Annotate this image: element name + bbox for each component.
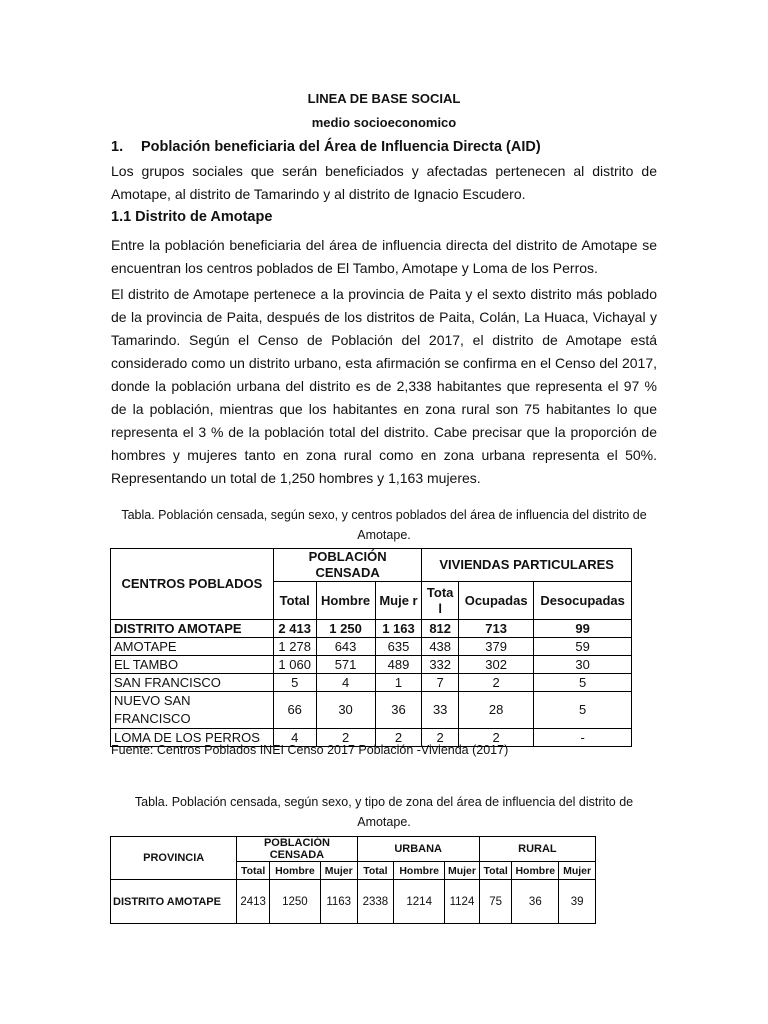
cell-centro: EL TAMBO xyxy=(111,656,274,674)
cell-total: 1 278 xyxy=(273,638,316,656)
cell-mujer: 489 xyxy=(375,656,422,674)
cell-ocupadas: 2 xyxy=(458,674,533,692)
paragraph-3: El distrito de Amotape pertenece a la provincia de Paita y el sexto distrito más poblado de la provincia de Paita, después de los distritos de Paita, Colán, La Huaca, Vichayal y Tamarindo. Según el Censo de Población del 2017, el distrito de Amotape está considerado como un distrito urbano, esta afirmación se confirma en el Censo del 2017, donde la población urbana del distrito es de 2,338 habitantes que representa el 97 % de la población, mientras que los habitantes en zona rural son 75 habitantes lo que representa el 3 % de la población total del distrito. Cabe precisar que la proporción de hombres y mujeres tanto en zona rural como en zona urbana representa el 50%. Representando un total de 1,250 hombres y 1,163 mujeres. xyxy=(111,286,657,486)
table-row xyxy=(111,674,632,692)
section-1-number: 1. xyxy=(111,139,124,155)
cell-hombre: 643 xyxy=(316,638,375,656)
cell-hombre: 2 xyxy=(316,729,375,747)
cell-rural-hombre: 36 xyxy=(512,880,559,924)
cell-hombre: 1250 xyxy=(269,880,320,924)
cell-hombre: 30 xyxy=(316,692,375,729)
cell-viviendas-total: 7 xyxy=(422,674,459,692)
subheader-hombre: Hombre xyxy=(316,582,375,620)
cell-mujer: 1 xyxy=(375,674,422,692)
cell-desocupadas: 30 xyxy=(534,656,632,674)
cell-viviendas-total: 2 xyxy=(422,729,459,747)
table-tipo-zona xyxy=(110,836,596,924)
cell-desocupadas: 5 xyxy=(534,674,632,692)
header-poblacion-censada: POBLACIÓN CENSADA xyxy=(273,549,422,582)
cell-total: 2413 xyxy=(237,880,270,924)
cell-desocupadas: 59 xyxy=(534,638,632,656)
cell-mujer: 1 163 xyxy=(375,620,422,638)
cell-total: 4 xyxy=(273,729,316,747)
cell-centro: LOMA DE LOS PERROS xyxy=(111,729,274,747)
cell-mujer: 635 xyxy=(375,638,422,656)
cell-viviendas-total: 438 xyxy=(422,638,459,656)
subheader-total: Total xyxy=(273,582,316,620)
cell-desocupadas: 99 xyxy=(534,620,632,638)
cell-centro: NUEVO SAN FRANCISCO xyxy=(111,692,274,729)
subheader-hombre: Hombre xyxy=(269,862,320,880)
cell-desocupadas: 5 xyxy=(534,692,632,729)
paragraph-2: Entre la población beneficiaria del área de influencia directa del distrito de Amotape se encuentran los centros poblados de El Tambo, Amotape y Loma de los Perros. xyxy=(111,237,657,276)
cell-urbana-mujer: 1124 xyxy=(445,880,480,924)
subheader-mujer: Mujer xyxy=(445,862,480,880)
subheader-mujer: Mujer xyxy=(320,862,357,880)
cell-ocupadas: 2 xyxy=(458,729,533,747)
cell-viviendas-total: 33 xyxy=(422,692,459,729)
header-provincia: PROVINCIA xyxy=(111,837,237,880)
cell-ocupadas: 713 xyxy=(458,620,533,638)
document-title: LINEA DE BASE SOCIAL xyxy=(307,91,461,106)
table-2-caption: Tabla. Población censada, según sexo, y tipo de zona del área de influencia del distrito de Amotape. xyxy=(134,795,634,829)
cell-total: 66 xyxy=(273,692,316,729)
subheader-total-viviendas: Tota l xyxy=(422,582,459,620)
cell-desocupadas: - xyxy=(534,729,632,747)
table-row xyxy=(111,620,632,638)
table-1-source: Fuente: Centros Poblados INEI Censo 2017 Población -Vivienda (2017) xyxy=(111,743,509,757)
subheader-ocupadas: Ocupadas xyxy=(458,582,533,620)
subheader-desocupadas: Desocupadas xyxy=(534,582,632,620)
subheader-mujer: Muje r xyxy=(375,582,422,620)
cell-viviendas-total: 332 xyxy=(422,656,459,674)
cell-centro: DISTRITO AMOTAPE xyxy=(111,620,274,638)
cell-rural-mujer: 39 xyxy=(559,880,596,924)
subheader-hombre: Hombre xyxy=(394,862,445,880)
cell-hombre: 571 xyxy=(316,656,375,674)
header-poblacion-censada-2: POBLACIÓN CENSADA xyxy=(237,837,357,862)
table-row xyxy=(111,656,632,674)
cell-total: 2 413 xyxy=(273,620,316,638)
table-1-caption: Tabla. Población censada, según sexo, y centros poblados del área de influencia del distrito de Amotape. xyxy=(121,508,647,542)
section-1-title: Población beneficiaria del Área de Influencia Directa (AID) xyxy=(141,139,541,155)
header-centros-poblados: CENTROS POBLADOS xyxy=(111,549,274,620)
header-viviendas-particulares: VIVIENDAS PARTICULARES xyxy=(422,549,632,582)
table-row xyxy=(111,638,632,656)
cell-viviendas-total: 812 xyxy=(422,620,459,638)
cell-hombre: 1 250 xyxy=(316,620,375,638)
table-row xyxy=(111,692,632,729)
cell-rural-total: 75 xyxy=(479,880,512,924)
paragraph-1: Los grupos sociales que serán beneficiados y afectadas pertenecen al distrito de Amotape, al distrito de Tamarindo y al distrito de Ignacio Escudero. xyxy=(111,163,657,202)
cell-provincia: DISTRITO AMOTAPE xyxy=(111,880,237,924)
table-centros-poblados xyxy=(110,548,632,747)
section-1-heading xyxy=(111,139,541,155)
cell-ocupadas: 302 xyxy=(458,656,533,674)
cell-total: 5 xyxy=(273,674,316,692)
cell-total: 1 060 xyxy=(273,656,316,674)
header-urbana: URBANA xyxy=(357,837,479,862)
subheader-mujer: Mujer xyxy=(559,862,596,880)
cell-urbana-total: 2338 xyxy=(357,880,394,924)
subheader-total: Total xyxy=(357,862,394,880)
subheader-total: Total xyxy=(237,862,270,880)
cell-mujer: 2 xyxy=(375,729,422,747)
subheader-total: Total xyxy=(479,862,512,880)
cell-centro: AMOTAPE xyxy=(111,638,274,656)
cell-urbana-hombre: 1214 xyxy=(394,880,445,924)
subheader-hombre: Hombre xyxy=(512,862,559,880)
cell-hombre: 4 xyxy=(316,674,375,692)
table-row xyxy=(111,880,596,924)
header-rural: RURAL xyxy=(479,837,595,862)
section-1-1-heading: 1.1 Distrito de Amotape xyxy=(111,209,273,225)
cell-ocupadas: 28 xyxy=(458,692,533,729)
document-subtitle: medio socioeconomico xyxy=(311,115,457,130)
cell-ocupadas: 379 xyxy=(458,638,533,656)
cell-mujer: 1163 xyxy=(320,880,357,924)
cell-mujer: 36 xyxy=(375,692,422,729)
cell-centro: SAN FRANCISCO xyxy=(111,674,274,692)
